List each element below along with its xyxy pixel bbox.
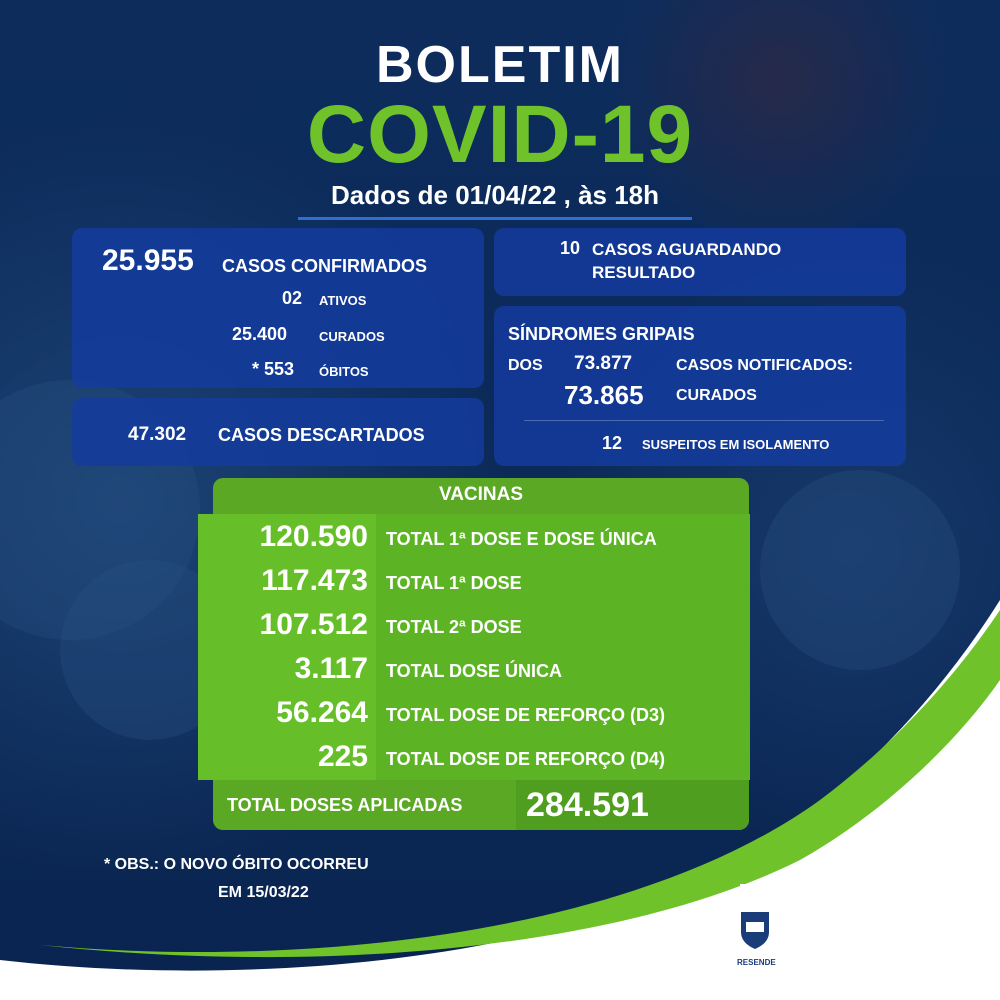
- vaccines-title: VACINAS: [213, 478, 749, 518]
- vaccine-row: [198, 560, 750, 604]
- deaths-label: ÓBITOS: [319, 364, 369, 379]
- page-title: BOLETIM: [376, 36, 624, 94]
- report-date: Dados de 01/04/22 , às 18h: [298, 180, 692, 220]
- total-doses-label: TOTAL DOSES APLICADAS: [227, 795, 463, 815]
- vaccine-label: TOTAL DOSE DE REFORÇO (D3): [386, 705, 666, 725]
- discarded-value: 47.302: [128, 424, 187, 445]
- logo-resende: RESENDE: [808, 925, 961, 958]
- vaccine-row: [198, 648, 750, 692]
- awaiting-value: 10: [560, 238, 581, 258]
- vaccine-value: 117.473: [261, 564, 368, 597]
- flu-divider: [524, 420, 884, 421]
- flu-title: SÍNDROMES GRIPAIS: [508, 324, 695, 344]
- discarded-cases-panel: [72, 398, 484, 466]
- vaccines-table: [198, 514, 750, 780]
- vaccine-value: 107.512: [259, 608, 368, 641]
- flu-isolation-value: 12: [602, 433, 623, 453]
- flu-syndromes-panel: [494, 306, 906, 466]
- total-doses-bar: [213, 780, 749, 830]
- seal-ribbon-text: RESENDE: [734, 958, 779, 967]
- cured-value: 25.400: [232, 324, 288, 344]
- vaccine-value: 120.590: [259, 520, 368, 553]
- vaccine-label: TOTAL 2ª DOSE: [386, 617, 522, 637]
- logo-prefeitura: PREFEITURA: [808, 902, 971, 929]
- flu-notified-value: 73.877: [574, 353, 633, 374]
- vaccine-label: TOTAL 1ª DOSE E DOSE ÚNICA: [386, 529, 657, 549]
- page-subtitle: COVID-19: [306, 89, 694, 180]
- flu-cured-label: CURADOS: [676, 387, 757, 404]
- total-doses-value: 284.591: [526, 786, 649, 824]
- vaccine-value: 56.264: [276, 696, 368, 729]
- flu-notified-label: CASOS NOTIFICADOS:: [676, 357, 853, 374]
- note-line1: * OBS.: O NOVO ÓBITO OCORREU: [104, 856, 369, 873]
- awaiting-results-panel: [494, 228, 906, 296]
- vaccine-row: [198, 516, 750, 560]
- vaccine-label: TOTAL DOSE ÚNICA: [386, 661, 563, 681]
- flu-cured-value: 73.865: [564, 380, 644, 410]
- awaiting-label-line1: CASOS AGUARDANDO: [592, 240, 782, 259]
- vaccine-value: 3.117: [294, 652, 368, 685]
- vaccine-label: TOTAL 1ª DOSE: [386, 573, 522, 593]
- vaccine-value: 225: [317, 740, 368, 773]
- deaths-value: * 553: [252, 359, 295, 379]
- vaccine-label: TOTAL DOSE DE REFORÇO (D4): [386, 749, 666, 769]
- discarded-label: CASOS DESCARTADOS: [218, 425, 425, 445]
- confirmed-label: CASOS CONFIRMADOS: [222, 256, 428, 276]
- awaiting-label-line2: RESULTADO: [592, 263, 696, 282]
- city-coat-of-arms-icon: [710, 880, 800, 970]
- active-label: ATIVOS: [319, 293, 367, 308]
- cured-label: CURADOS: [319, 329, 385, 344]
- active-value: 02: [282, 288, 303, 308]
- confirmed-cases-panel: [72, 228, 484, 388]
- confirmed-value: 25.955: [102, 244, 194, 277]
- vaccine-row: [198, 604, 750, 648]
- vaccine-row: [198, 692, 750, 736]
- note-line2: EM 15/03/22: [218, 884, 309, 901]
- vaccine-row: [198, 736, 750, 780]
- flu-isolation-label: SUSPEITOS EM ISOLAMENTO: [642, 437, 830, 452]
- flu-dos-label: DOS: [508, 357, 543, 374]
